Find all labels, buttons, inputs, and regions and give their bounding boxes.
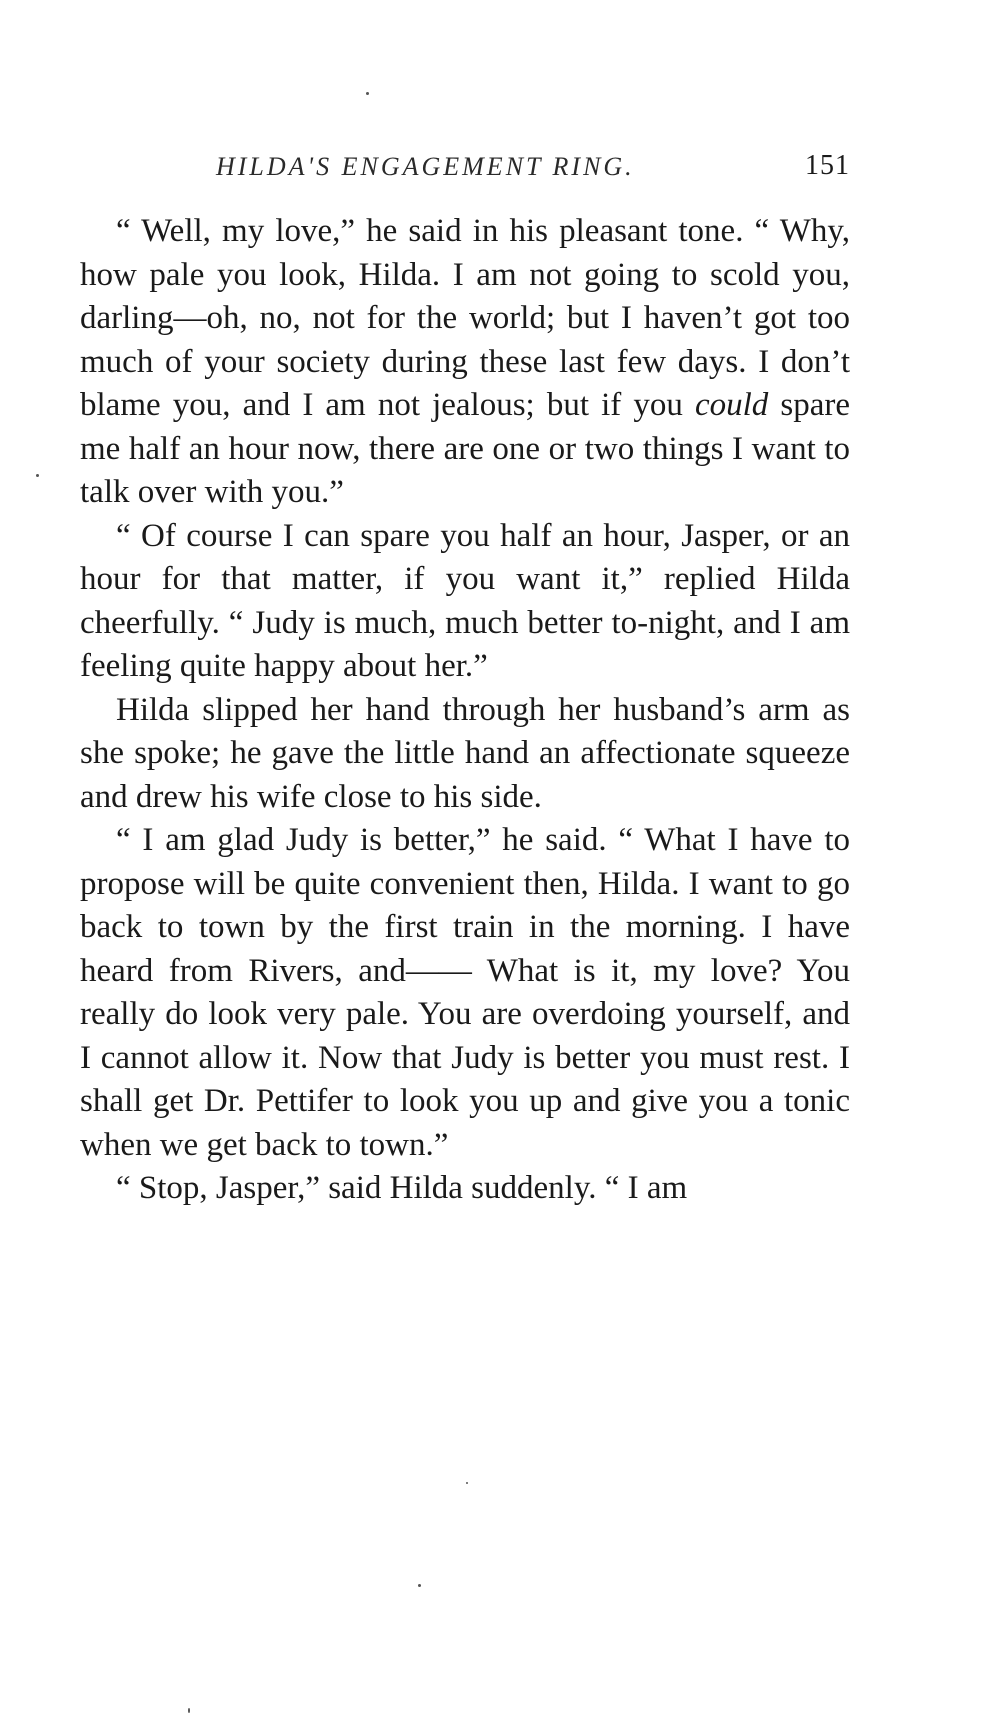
- paragraph-4: “ I am glad Judy is better,” he said. “ What I have to propose will be quite convenient then, Hilda. I want to go back to town by the first train in the morning. I have heard from Rivers, and—— What is it, my love? You really do look very pale. You are overdoing yourself, and I cannot allow it. Now that Judy is better you must rest. I shall get Dr. Pettifer to look you up and give you a tonic when we get back to town.”: [80, 822, 850, 1163]
- paragraph-1-text-end: spare me half an hour now, there are one or two things I want to talk over with you.”: [80, 387, 850, 510]
- paragraph-1: [80, 210, 850, 515]
- paper-speck: [188, 1708, 190, 1713]
- page-header: [80, 152, 850, 192]
- paragraph-2: “ Of course I can spare you half an hour, Jasper, or an hour for that matter, if you want it,” replied Hilda cheerfully. “ Judy is much, much better to-night, and I am feeling quite happy about her.”: [80, 517, 850, 684]
- paragraph-1-text: “ Well, my love,” he said in his pleasant tone. “ Why, how pale you look, Hilda. I am not going to scold you, darling—oh, no, not for the world; but I haven’t got too much of your society during these last few days. I don’t blame you, and I am not jealous; but if you: [80, 213, 850, 423]
- paragraph-5: “ Stop, Jasper,” said Hilda suddenly. “ I am: [116, 1170, 688, 1206]
- running-head: HILDA'S ENGAGEMENT RING.: [216, 152, 635, 181]
- paper-speck: [366, 92, 369, 95]
- paper-speck: [418, 1584, 421, 1587]
- paragraph-3: Hilda slipped her hand through her husband’s arm as she spoke; he gave the little hand an affectionate squeeze and drew his wife close to his side.: [80, 691, 850, 815]
- paper-speck: [466, 1482, 468, 1484]
- emphasis-could: could: [694, 387, 769, 423]
- body-text: [80, 210, 850, 1211]
- paper-speck: [36, 474, 39, 477]
- page-number: 151: [805, 150, 850, 181]
